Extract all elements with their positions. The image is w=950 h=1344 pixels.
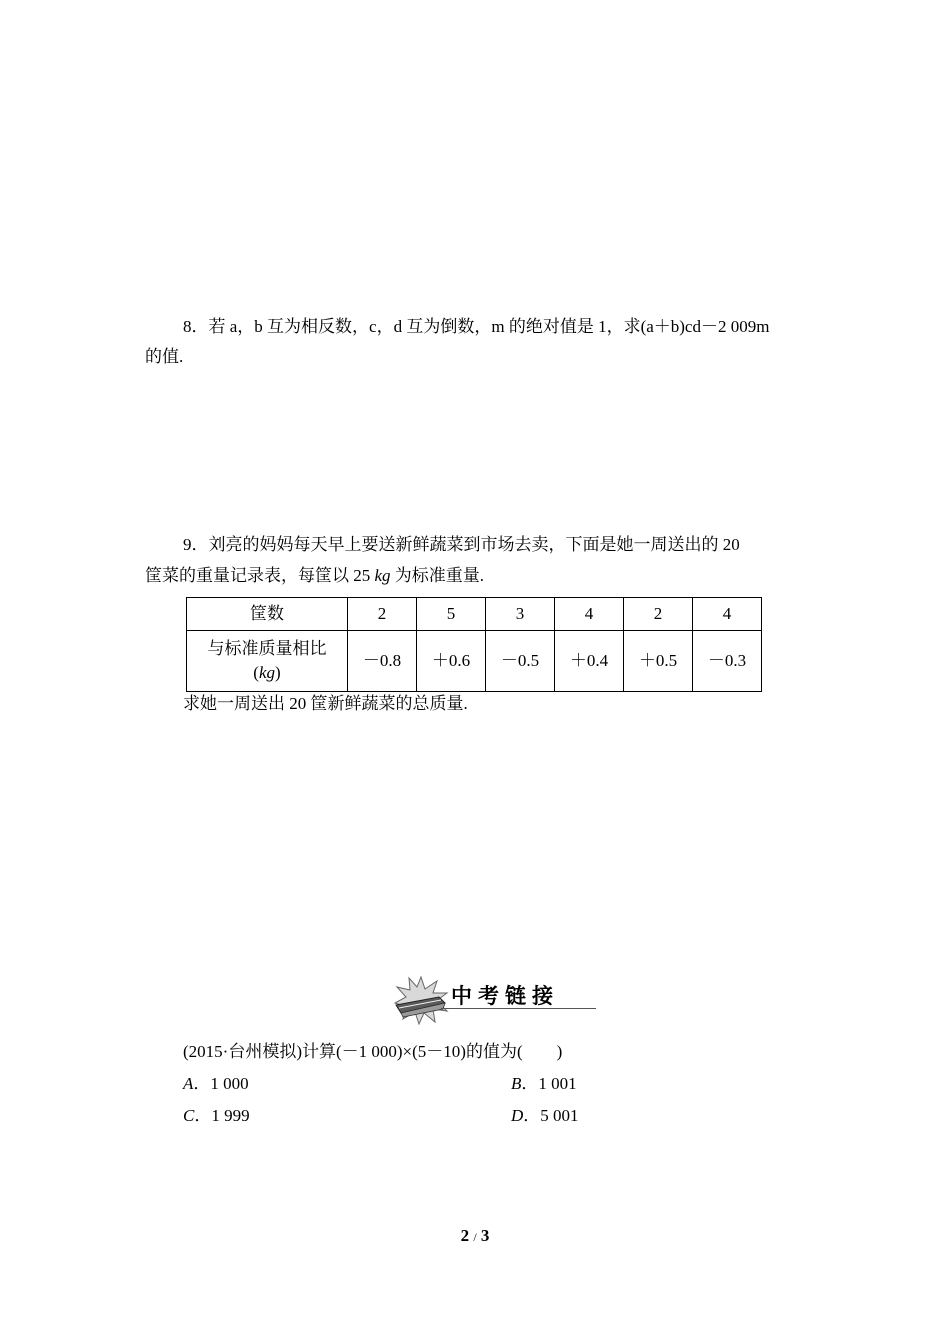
option-d-text: ．5 001 [523,1106,579,1125]
problem-9-line2-post: 为标准重量. [390,566,485,585]
mcq-stem: (2015·台州模拟)计算(－1 000)×(5－10)的值为( ) [183,1042,563,1061]
diff-cell: ＋0.6 [417,631,486,692]
row-label-count: 筐数 [187,598,348,631]
option-a [183,1068,249,1100]
problem-9 [145,530,810,560]
diff-cell: －0.8 [348,631,417,692]
option-b-text: ．1 001 [521,1074,577,1093]
problem-8-line2: 的值. [145,347,184,366]
row-label-diff [187,631,348,692]
option-a-text: ．1 000 [193,1074,249,1093]
diff-cell: －0.3 [693,631,762,692]
option-d [511,1100,579,1132]
problem-8 [145,312,810,342]
count-cell: 3 [486,598,555,631]
count-cell: 4 [693,598,762,631]
unit-kg: kg [258,663,276,682]
starburst-icon [393,975,449,1025]
page-separator: / [473,1230,477,1244]
diff-cell: ＋0.5 [624,631,693,692]
row-label-diff-line2 [187,661,347,685]
banner-underline [441,1008,596,1009]
table-row [187,631,762,692]
section-banner [393,975,598,1025]
problem-9-unit: kg [374,566,391,585]
count-cell: 4 [555,598,624,631]
diff-cell: ＋0.4 [555,631,624,692]
diff-cell: －0.5 [486,631,555,692]
option-b [511,1068,577,1100]
option-a-letter: A [183,1074,194,1093]
count-cell: 2 [348,598,417,631]
option-b-letter: B [511,1074,522,1093]
problem-8-line1: 8．若 a，b 互为相反数，c，d 互为倒数，m 的绝对值是 1，求(a＋b)cd－2 009m [183,317,770,336]
problem-9-question: 求她一周送出 20 筐新鲜蔬菜的总质量. [183,694,468,713]
table-row [187,598,762,631]
option-d-letter: D [511,1106,524,1125]
paren-close: ) [275,663,281,682]
page-number [0,1226,950,1246]
problem-9-line1: 9．刘亮的妈妈每天早上要送新鲜蔬菜到市场去卖，下面是她一周送出的 20 [183,535,740,554]
page-current: 2 [460,1226,470,1245]
option-c-letter: C [183,1106,195,1125]
count-cell: 5 [417,598,486,631]
problem-9-line2-pre: 筐菜的重量记录表，每筐以 25 [145,566,375,585]
row-label-diff-line1: 与标准质量相比 [207,639,327,658]
page-total: 3 [480,1226,490,1245]
option-c-text: ．1 999 [194,1106,250,1125]
problem-8-cont [145,342,810,372]
weight-record-table [186,597,762,692]
problem-9-cont [145,561,810,591]
paren-open: ( [253,663,259,682]
section-title: 中考链接 [451,984,559,1008]
option-c [183,1100,250,1132]
count-cell: 2 [624,598,693,631]
